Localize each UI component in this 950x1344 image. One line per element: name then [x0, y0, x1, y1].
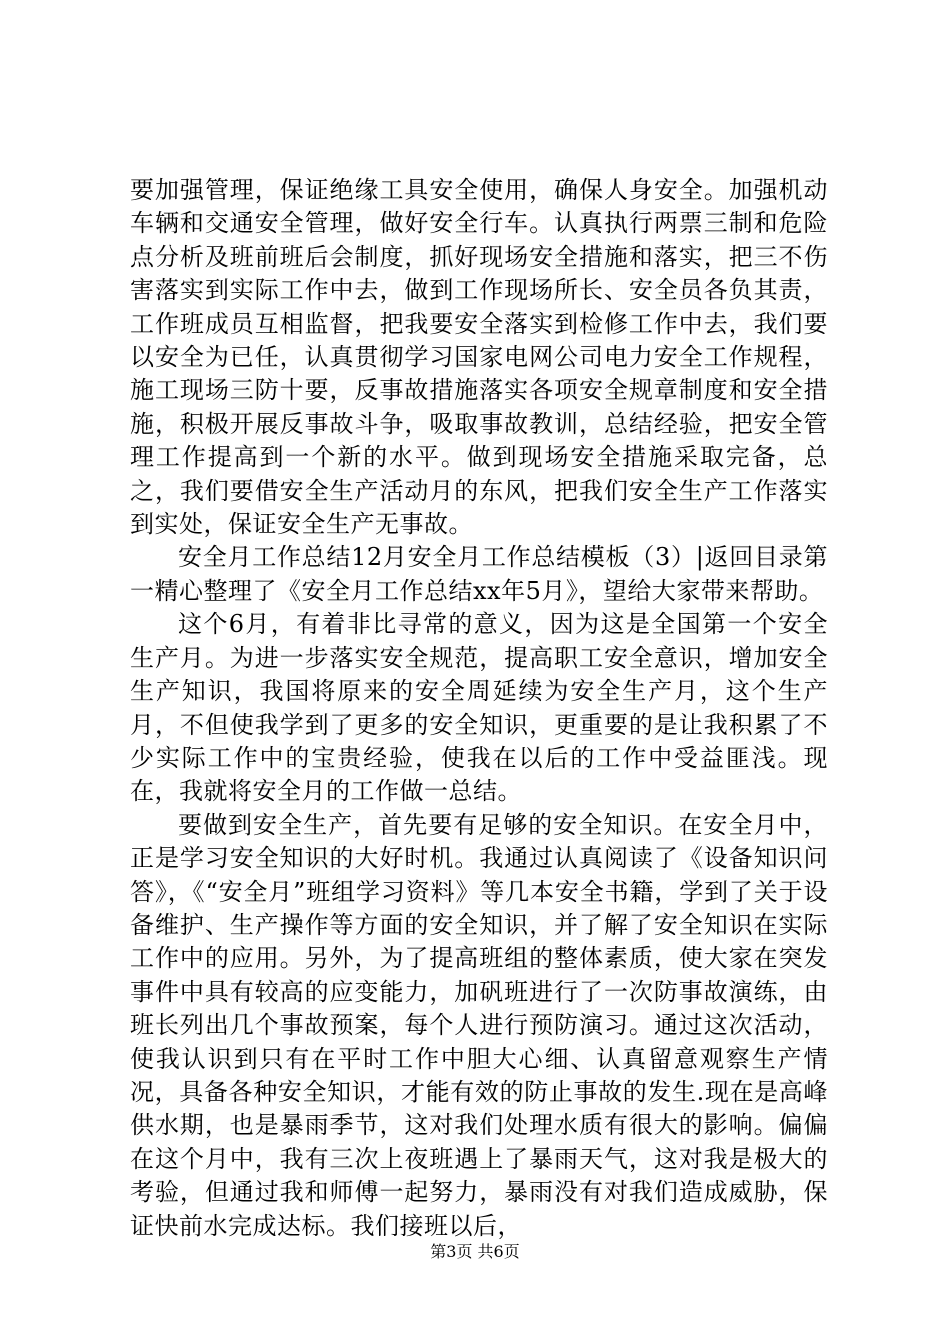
- paragraph-1: 要加强管理，保证绝缘工具安全使用，确保人身安全。加强机动车辆和交通安全管理，做好安全行车。认真执行两票三制和危险点分析及班前班后会制度，抓好现场安全措施和落实，把三不伤害落实到实际工作中去，做到工作现场所长、安全员各负其责，工作班成员互相监督，把我要安全落实到检修工作中去，我们要以安全为已任，认真贯彻学习国家电网公司电力安全工作规程，施工现场三防十要，反事故措施落实各项安全规章制度和安全措施，积极开展反事故斗争，吸取事故教训，总结经验，把安全管理工作提高到一个新的水平。做到现场安全措施采取完备，总之，我们要借安全生产活动月的东风，把我们安全生产工作落实到实处，保证安全生产无事故。: [130, 176, 828, 539]
- page-footer: 第3页 共6页: [430, 1242, 520, 1261]
- paragraph-3: 这个6月，有着非比寻常的意义，因为这是全国第一个安全生产月。为进一步落实安全规范，提高职工安全意识，增加安全生产知识，我国将原来的安全周延续为安全生产月，这个生产月，不但使我学到了更多的安全知识，更重要的是让我积累了不少实际工作中的宝贵经验，使我在以后的工作中受益匪浅。现在，我就将安全月的工作做一总结。: [130, 610, 828, 806]
- document-body: [130, 174, 828, 1243]
- paragraph-2: 安全月工作总结12月安全月工作总结模板（3）|返回目录第一精心整理了《安全月工作总结xx年5月》，望给大家带来帮助。: [130, 543, 828, 605]
- paragraph-4: 要做到安全生产，首先要有足够的安全知识。在安全月中，正是学习安全知识的大好时机。我通过认真阅读了《设备知识问答》，《“安全月”班组学习资料》等几本安全书籍，学到了关于设备维护、生产操作等方面的安全知识，并了解了安全知识在实际工作中的应用。另外，为了提高班组的整体素质，使大家在突发事件中具有较高的应变能力，加矾班进行了一次防事故演练，由班长列出几个事故预案，每个人进行预防演习。通过这次活动，使我认识到只有在平时工作中胆大心细、认真留意观察生产情况，具备各种安全知识，才能有效的防止事故的发生.现在是高峰供水期，也是暴雨季节，这对我们处理水质有很大的影响。偏偏在这个月中，我有三次上夜班遇上了暴雨天气，这对我是极大的考验，但通过我和师傅一起努力，暴雨没有对我们造成威胁，保证快前水完成达标。我们接班以后，: [130, 810, 828, 1240]
